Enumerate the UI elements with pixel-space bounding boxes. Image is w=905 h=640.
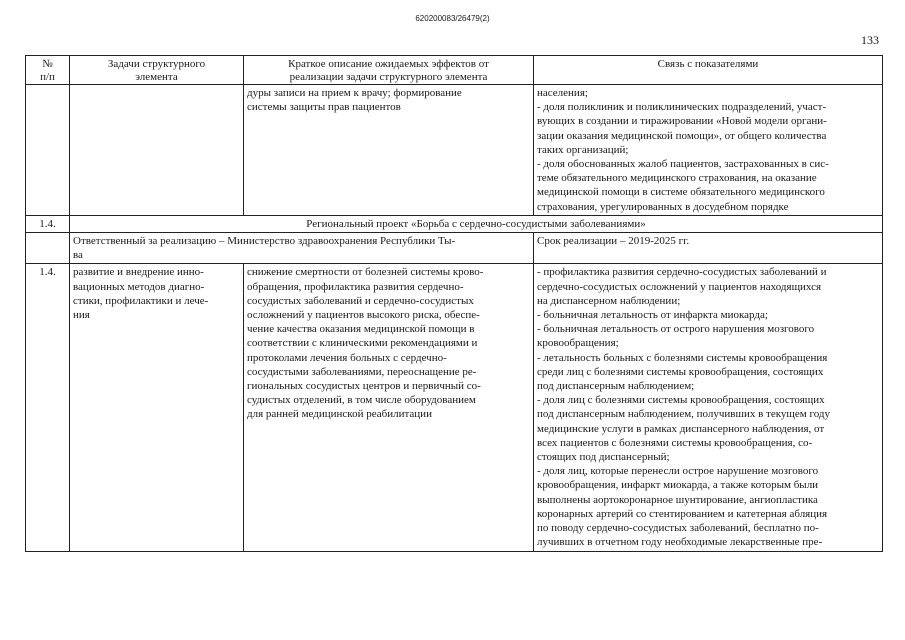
cell-task: развитие и внедрение инно- вационных методов диагно- стики, профилактики и лече- ния	[70, 264, 244, 551]
column-header-effects: Краткое описание ожидаемых эффектов от реализации задачи структурного элемента	[244, 56, 534, 85]
section-number: 1.4.	[26, 215, 70, 232]
column-header-number: № п/п	[26, 56, 70, 85]
cell-effects: снижение смертности от болезней системы крово- обращения, профилактика развития сердечно- сосудистых заболеваний и сердечно-сосудистых осложнений у пациентов высокого риска, обеспе- чение качества оказания медицинской помощи в соответствии с клиническими рекомендациями и протоколами лечения больных с сердечно- сосудистыми заболеваниями, переоснащение ре- гиональных сосудистых центров и первичный со- судистых отделений, в том числе оборудованием для ранней медицинской реабилитации	[244, 264, 534, 551]
responsible-row	[26, 233, 883, 264]
table-header-row	[26, 56, 883, 85]
section-title: Региональный проект «Борьба с сердечно-сосудистыми заболеваниями»	[70, 215, 883, 232]
document-id: 620200083/26479(2)	[415, 14, 490, 23]
page-number: 133	[861, 33, 879, 47]
cell-effects: дуры записи на прием к врачу; формирование системы защиты прав пациентов	[244, 85, 534, 216]
implementation-term: Срок реализации – 2019-2025 гг.	[534, 233, 883, 264]
cell-indicators: населения; - доля поликлиник и поликлинических подразделений, участ- вующих в создании и тиражировании «Новой модели органи- зации оказания медицинской помощи», от общего количества таких организаций; - доля обоснованных жалоб пациентов, застрахованных в сис- теме обязательного медицинского страхования, на оказание медицинской помощи в системе обязательного медицинского страхования, урегулированных в досудебном порядке	[534, 85, 883, 216]
cell-task	[70, 85, 244, 216]
cell-number: 1.4.	[26, 264, 70, 551]
responsible-text: Ответственный за реализацию – Министерство здравоохранения Республики Ты- ва	[70, 233, 534, 264]
cell-number	[26, 85, 70, 216]
table-row-continued	[26, 85, 883, 216]
column-header-tasks: Задачи структурного элемента	[70, 56, 244, 85]
section-row	[26, 215, 883, 232]
cell-empty	[26, 233, 70, 264]
column-header-indicators: Связь с показателями	[534, 56, 883, 85]
table-row-main	[26, 264, 883, 551]
cell-indicators: - профилактика развития сердечно-сосудистых заболеваний и сердечно-сосудистых осложнений у пациентов находящихся на диспансерном наблюдении; - больничная летальность от инфаркта миокарда; - больничная летальность от острого нарушения мозгового кровообращения; - летальность больных с болезнями системы кровообращения среди лиц с болезнями системы кровообращения, состоящих под диспансерным наблюдением; - доля лиц с болезнями системы кровообращения, состоящих под диспансерным наблюдением, получивших в текущем году медицинские услуги в рамках диспансерного наблюдения, от всех пациентов с болезнями системы кровообращения, со- стоящих под диспансерный; - доля лиц, которые перенесли острое нарушение мозгового кровообращения, инфаркт миокарда, а также которым были выполнены аортокоронарное шунтирование, ангиопластика коронарных артерий со стентированием и катетерная абляция по поводу сердечно-сосудистых заболеваний, бесплатно по- лучивших в отчетном году необходимые лекарственные пре-	[534, 264, 883, 551]
structural-element-table	[25, 55, 883, 552]
